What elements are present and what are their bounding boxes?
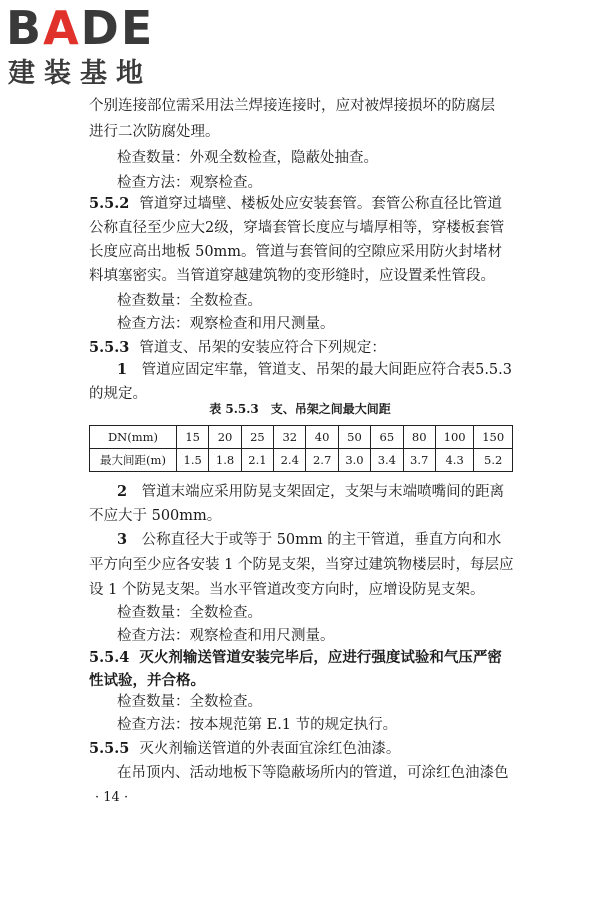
bade-logo [6,2,181,94]
item-number: 2 [117,483,128,500]
logo-brand: BADE [6,1,155,55]
text-line: 在吊顶内、活动地板下等隐蔽场所内的管道，可涂红色油漆色 [117,765,509,781]
text-line: 公称直径至少应大2级，穿墙套管长度应与墙厚相等，穿楼板套管 [89,220,505,236]
table-cell: 25 [241,426,273,449]
table-cell: 1.5 [177,449,209,472]
table-row [90,426,513,449]
text-line: 性试验，并合格。 [89,672,205,689]
text-line: 平方向至少应各安装 1 个防晃支架，当穿过建筑物楼层时，每层应 [89,557,514,573]
table-cell: 50 [338,426,370,449]
table-row [90,449,513,472]
table-cell: 15 [177,426,209,449]
table-row-label: 最大间距(m) [90,449,177,472]
section-number: 5.5.3 [89,339,130,356]
table-cell: 20 [209,426,241,449]
table-cell: 2.1 [241,449,273,472]
text-line: 检查数量：全数检查。 [117,694,262,710]
table-cell: 3.4 [371,449,403,472]
table-cell: 32 [274,426,306,449]
text-line: 不应大于 500mm。 [89,508,222,524]
section-number: 5.5.5 [89,740,130,757]
table-cell: 1.8 [209,449,241,472]
section-number: 5.5.2 [89,195,130,212]
section-5-5-3: 5.5.3 管道支、吊架的安装应符合下列规定： [89,339,386,356]
table-cell: 80 [403,426,435,449]
table-cell: 2.4 [274,449,306,472]
table-cell: 65 [371,426,403,449]
text-line: 检查方法：观察检查。 [117,175,262,191]
text-line: 检查数量：全数检查。 [117,293,262,309]
item-3: 3 公称直径大于或等于 50mm 的主干管道，垂直方向和水 [117,531,502,548]
table-caption: 表 5.5.3 支、吊架之间最大间距 [209,402,391,416]
logo-subtitle: 建装基地 [8,58,152,89]
spacing-table [89,425,513,472]
table-cell: 2.7 [306,449,338,472]
text-line: 料填塞密实。当管道穿越建筑物的变形缝时，应设置柔性管段。 [89,268,495,284]
table-cell: 4.3 [435,449,474,472]
text-line: 长度应高出地板 50mm。管道与套管间的空隙应采用防火封堵材 [89,244,503,260]
table-cell: 100 [435,426,474,449]
section-5-5-5: 5.5.5 灭火剂输送管道的外表面宜涂红色油漆。 [89,740,401,757]
table-cell: 3.7 [403,449,435,472]
section-number: 5.5.4 [89,649,130,666]
text-line: 检查方法：观察检查和用尺测量。 [117,628,335,644]
section-5-5-4: 5.5.4 灭火剂输送管道安装完毕后，应进行强度试验和气压严密 [89,649,502,666]
text-line: 检查数量：全数检查。 [117,605,262,621]
text-line: 检查方法：按本规范第 E.1 节的规定执行。 [117,717,398,733]
item-1: 1 管道应固定牢靠，管道支、吊架的最大间距应符合表5.5.3 [117,361,512,378]
section-5-5-2: 5.5.2 管道穿过墙壁、楼板处应安装套管。套管公称直径比管道 [89,195,502,212]
text-line: 检查数量：外观全数检查，隐蔽处抽查。 [117,150,378,166]
text-line: 设 1 个防晃支架。当水平管道改变方向时，应增设防晃支架。 [89,582,485,598]
text-line: 个别连接部位需采用法兰焊接连接时，应对被焊接损坏的防腐层 [89,98,495,114]
page-number: · 14 · [95,790,129,805]
table-cell: 150 [474,426,513,449]
text-line: 的规定。 [89,386,147,402]
text-line: 进行二次防腐处理。 [89,124,220,140]
item-number: 1 [117,361,128,378]
table-cell: 5.2 [474,449,513,472]
table-row-label: DN(mm) [90,426,177,449]
item-number: 3 [117,531,128,548]
item-2: 2 管道末端应采用防晃支架固定，支架与末端喷嘴间的距离 [117,483,505,500]
table-cell: 3.0 [338,449,370,472]
table-cell: 40 [306,426,338,449]
text-line: 检查方法：观察检查和用尺测量。 [117,316,335,332]
